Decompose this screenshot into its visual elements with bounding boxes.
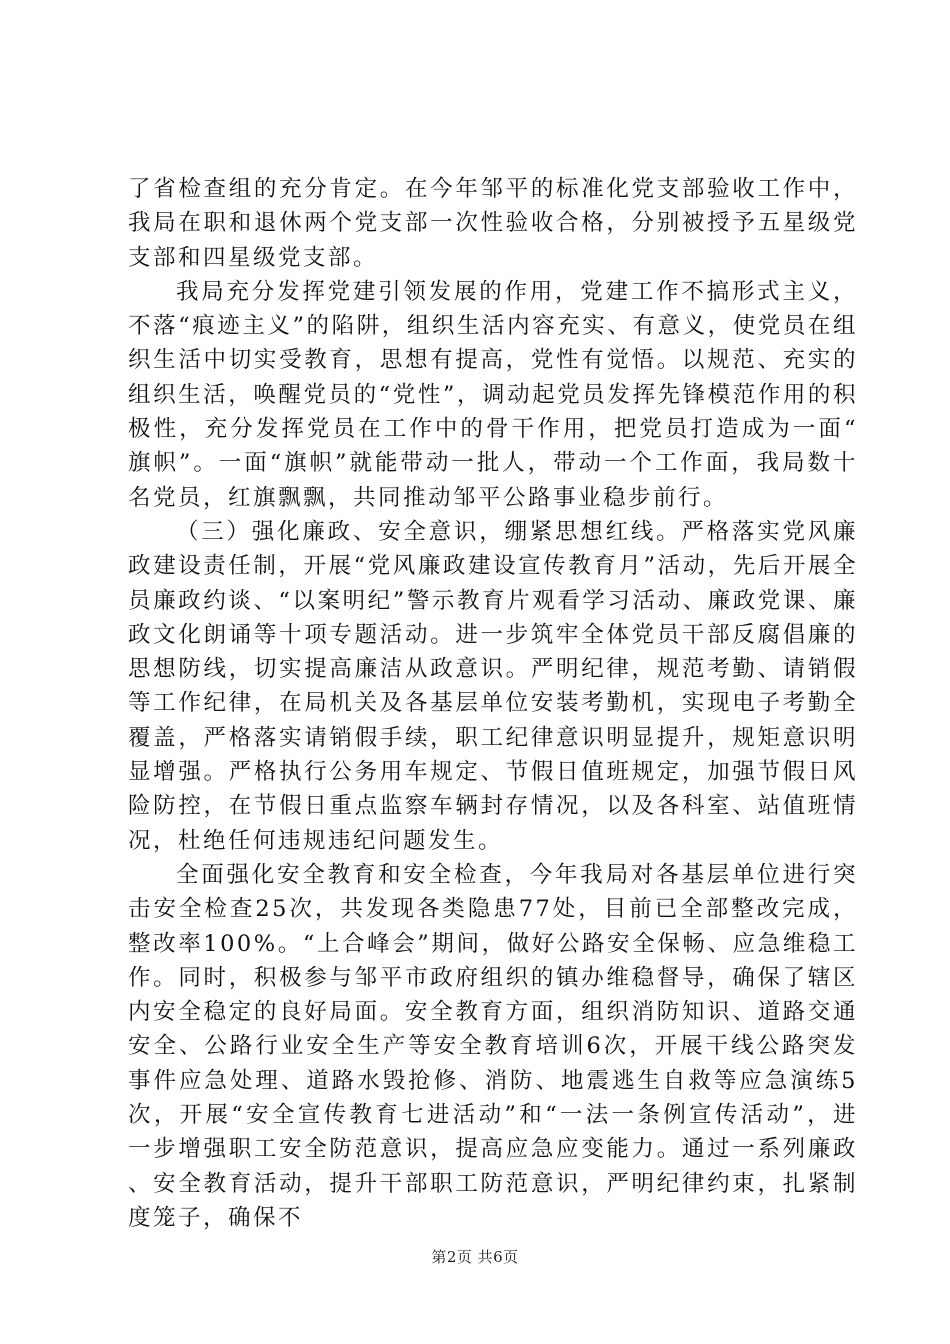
page-number-footer: 第2页 共6页: [431, 1248, 519, 1266]
document-body: [128, 172, 858, 1235]
paragraph-1: 了省检查组的充分肯定。在今年邹平的标准化党支部验收工作中，我局在职和退休两个党支部一次性验收合格，分别被授予五星级党支部和四星级党支部。: [128, 176, 858, 271]
paragraph-4: 全面强化安全教育和安全检查，今年我局对各基层单位进行突击安全检查25次，共发现各类隐患77处，目前已全部整改完成，整改率100%。“上合峰会”期间，做好公路安全保畅、应急维稳工作。同时，积极参与邹平市政府组织的镇办维稳督导，确保了辖区内安全稳定的良好局面。安全教育方面，组织消防知识、道路交通安全、公路行业安全生产等安全教育培训6次，开展干线公路突发事件应急处理、道路水毁抢修、消防、地震逃生自救等应急演练5次，开展“安全宣传教育七进活动”和“一法一条例宣传活动”，进一步增强职工安全防范意识，提高应急应变能力。通过一系列廉政、安全教育活动，提升干部职工防范意识，严明纪律约束，扎紧制度笼子，确保不: [128, 861, 858, 1231]
paragraph-3: （三）强化廉政、安全意识，绷紧思想红线。严格落实党风廉政建设责任制，开展“党风廉政建设宣传教育月”活动，先后开展全员廉政约谈、“以案明纪”警示教育片观看学习活动、廉政党课、廉政文化朗诵等十项专题活动。进一步筑牢全体党员干部反腐倡廉的思想防线，切实提高廉洁从政意识。严明纪律，规范考勤、请销假等工作纪律，在局机关及各基层单位安装考勤机，实现电子考勤全覆盖，严格落实请销假手续，职工纪律意识明显提升，规矩意识明显增强。严格执行公务用车规定、节假日值班规定，加强节假日风险防控，在节假日重点监察车辆封存情况，以及各科室、站值班情况，杜绝任何违规违纪问题发生。: [128, 518, 858, 854]
paragraph-2: 我局充分发挥党建引领发展的作用，党建工作不搞形式主义，不落“痕迹主义”的陷阱，组织生活内容充实、有意义，使党员在组织生活中切实受教育，思想有提高，党性有觉悟。以规范、充实的组织生活，唤醒党员的“党性”，调动起党员发挥先锋模范作用的积极性，充分发挥党员在工作中的骨干作用，把党员打造成为一面“旗帜”。一面“旗帜”就能带动一批人，带动一个工作面，我局数十名党员，红旗飘飘，共同推动邹平公路事业稳步前行。: [128, 278, 858, 511]
